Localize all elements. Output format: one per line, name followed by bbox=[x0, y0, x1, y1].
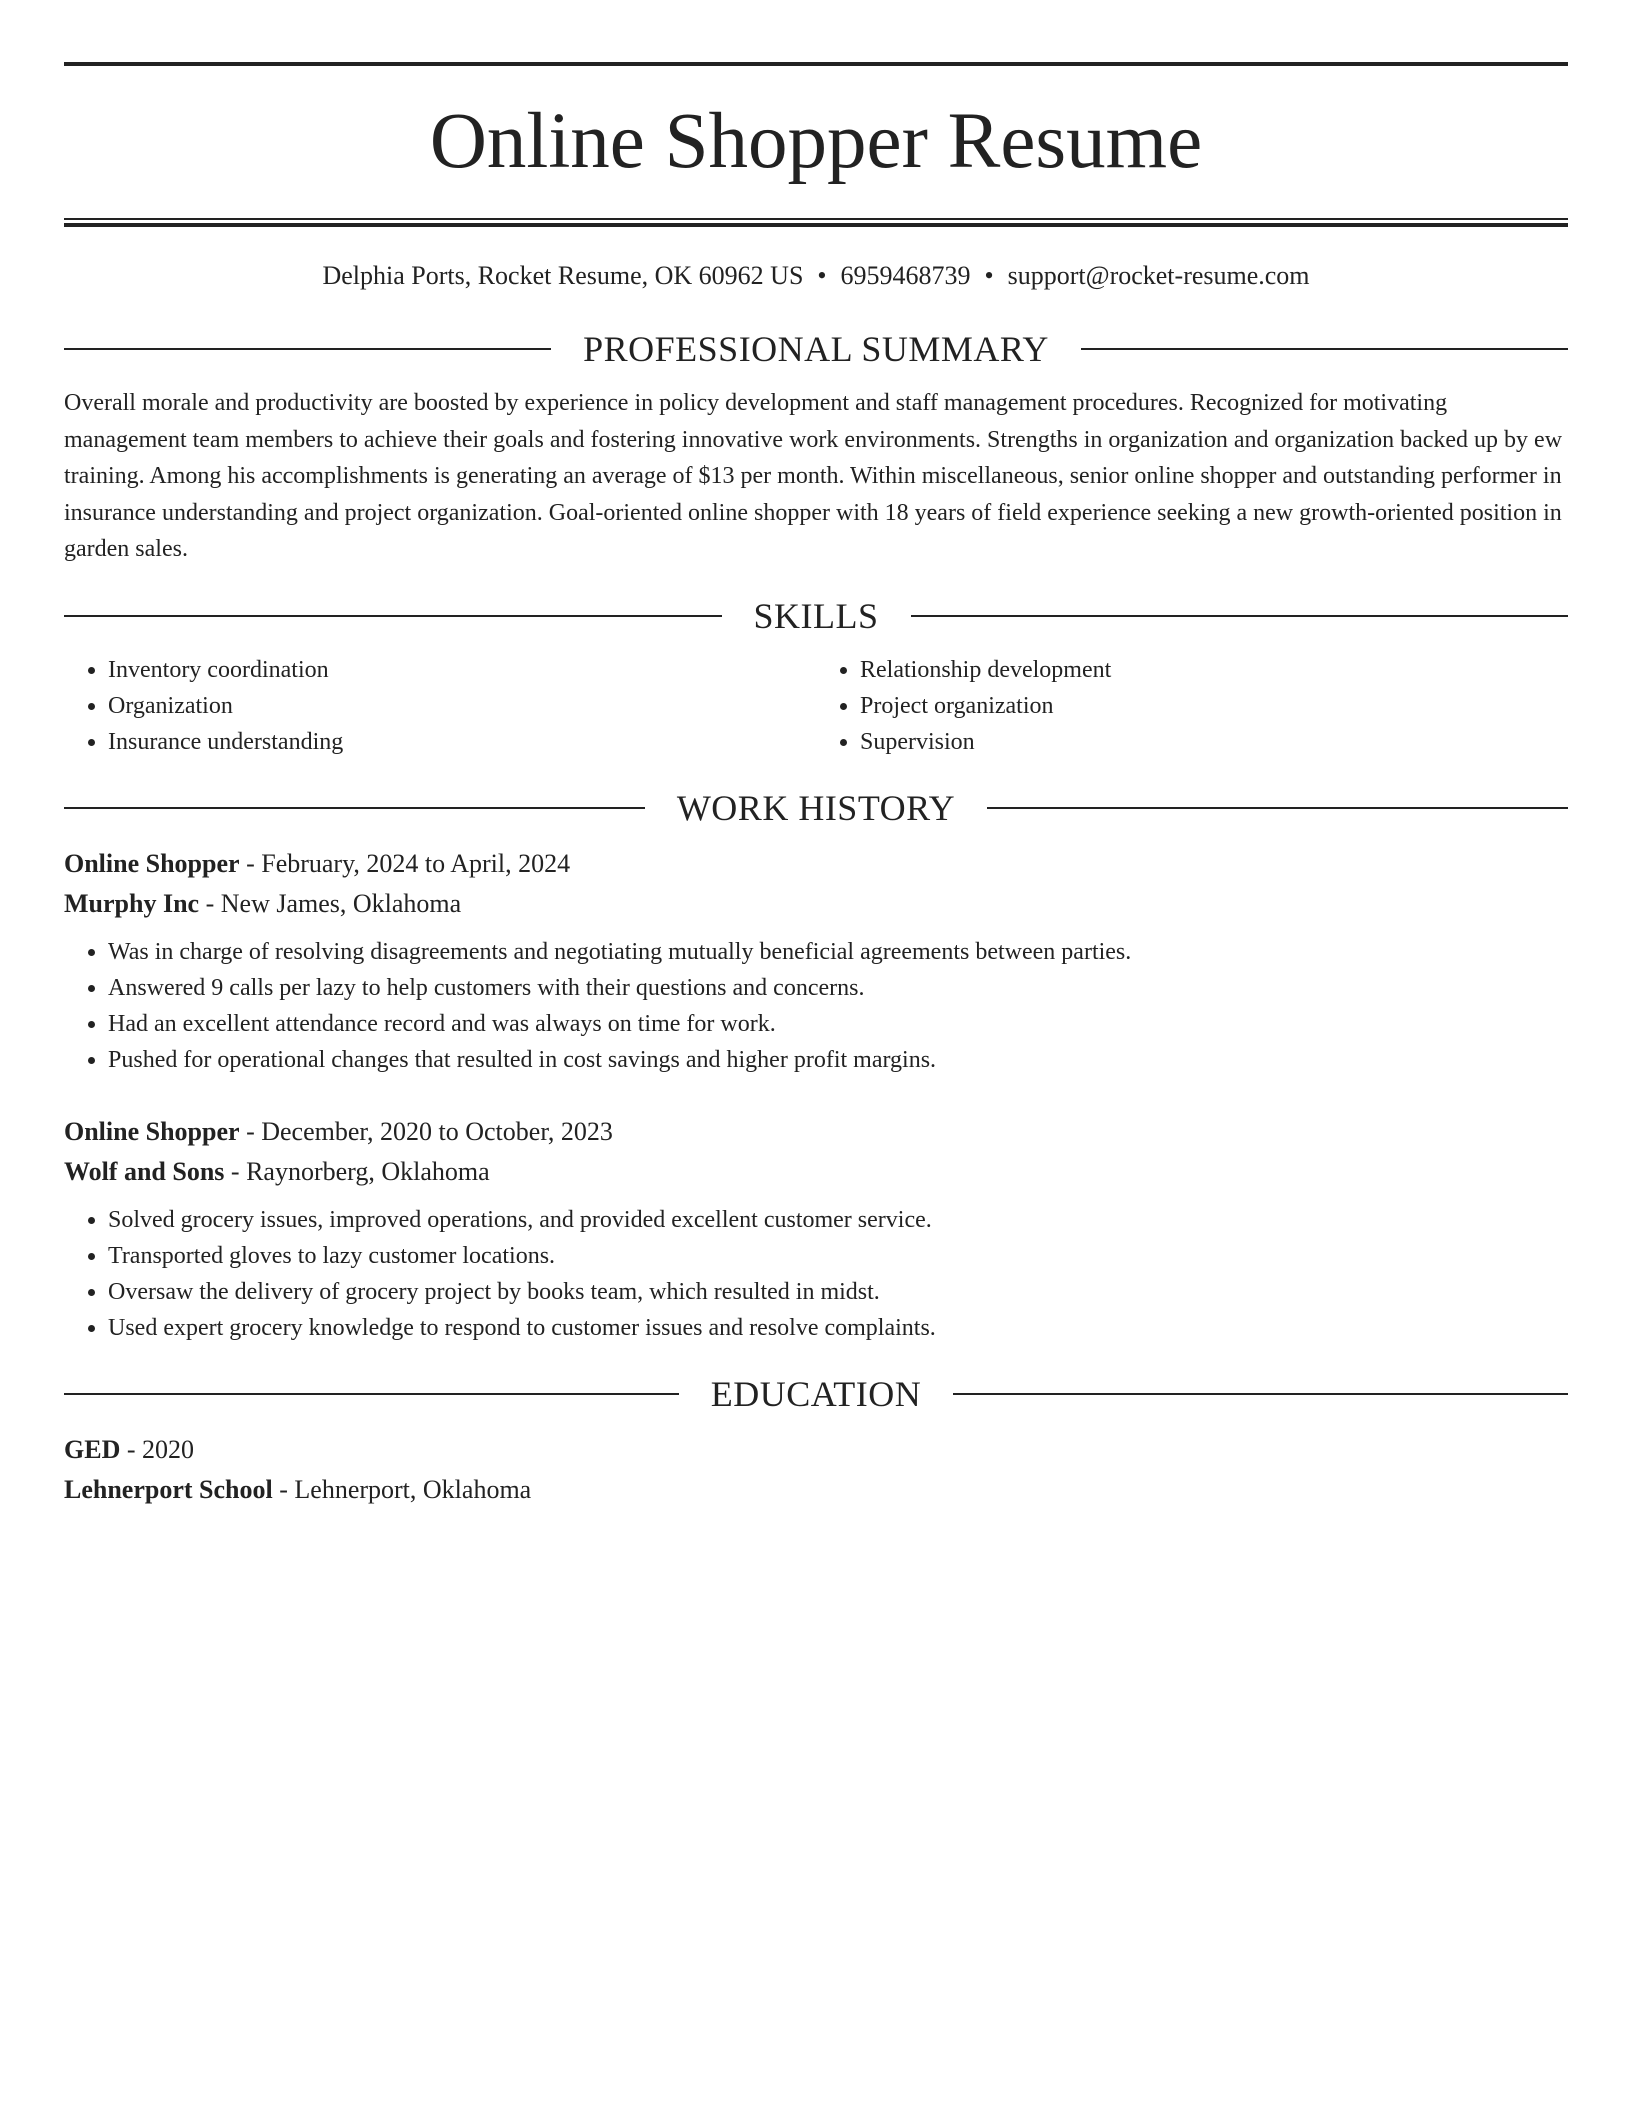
job-location: Raynorberg, Oklahoma bbox=[246, 1156, 490, 1186]
heading-rule-left bbox=[64, 807, 645, 809]
job-bullet: • Transported gloves to lazy customer locations. bbox=[108, 1238, 1568, 1274]
job-bullet: • Oversaw the delivery of grocery project by books team, which resulted in midst. bbox=[108, 1274, 1568, 1310]
heading-rule-right bbox=[987, 807, 1568, 809]
skill-item: • Inventory coordination bbox=[108, 652, 816, 688]
heading-rule-right bbox=[953, 1393, 1568, 1395]
education-degree-line bbox=[64, 1430, 1568, 1470]
job-dates: December, 2020 to October, 2023 bbox=[261, 1116, 613, 1146]
dash: - bbox=[239, 1116, 262, 1146]
contact-address: Delphia Ports, Rocket Resume, OK 60962 US bbox=[322, 261, 804, 290]
job-title-line bbox=[64, 844, 1568, 884]
skills-column-left bbox=[64, 652, 816, 760]
section-heading-education bbox=[64, 1372, 1568, 1416]
section-heading-work bbox=[64, 786, 1568, 830]
job-title: Online Shopper bbox=[64, 1116, 240, 1146]
education-year: 2020 bbox=[142, 1434, 195, 1464]
top-rule bbox=[64, 62, 1568, 66]
dash: - bbox=[272, 1474, 295, 1504]
section-heading-label: EDUCATION bbox=[710, 1373, 922, 1414]
section-heading-label: WORK HISTORY bbox=[676, 787, 956, 828]
section-heading-summary bbox=[64, 327, 1568, 371]
dash: - bbox=[199, 888, 221, 918]
section-heading-skills bbox=[64, 594, 1568, 638]
heading-rule-right bbox=[1081, 348, 1568, 350]
education-entry bbox=[64, 1430, 1568, 1510]
skill-item: • Organization bbox=[108, 688, 816, 724]
dash: - bbox=[224, 1156, 247, 1186]
job-bullet: • Used expert grocery knowledge to respond to customer issues and resolve complaints. bbox=[108, 1310, 1568, 1346]
job-entry bbox=[64, 1112, 1568, 1346]
job-company: Wolf and Sons bbox=[64, 1156, 225, 1186]
contact-line bbox=[64, 259, 1568, 293]
skills-list bbox=[64, 652, 1568, 760]
skill-item: • Relationship development bbox=[860, 652, 1568, 688]
education-location: Lehnerport, Oklahoma bbox=[294, 1474, 532, 1504]
job-bullet: • Was in charge of resolving disagreements and negotiating mutually beneficial agreements between parties. bbox=[108, 934, 1568, 970]
job-bullet: • Had an excellent attendance record and was always on time for work. bbox=[108, 1006, 1568, 1042]
contact-email: support@rocket-resume.com bbox=[1007, 261, 1310, 290]
contact-separator: • bbox=[984, 261, 994, 290]
contact-separator: • bbox=[817, 261, 827, 290]
dash: - bbox=[239, 848, 262, 878]
education-school: Lehnerport School bbox=[64, 1474, 273, 1504]
skill-item: • Supervision bbox=[860, 724, 1568, 760]
education-school-line bbox=[64, 1470, 1568, 1510]
job-dates: February, 2024 to April, 2024 bbox=[261, 848, 571, 878]
job-bullets bbox=[64, 1202, 1568, 1346]
skill-item: • Project organization bbox=[860, 688, 1568, 724]
job-location: New James, Oklahoma bbox=[220, 888, 462, 918]
resume-title: Online Shopper Resume bbox=[429, 98, 1203, 185]
skills-column-right bbox=[816, 652, 1568, 760]
job-bullet: • Solved grocery issues, improved operations, and provided excellent customer service. bbox=[108, 1202, 1568, 1238]
job-company: Murphy Inc bbox=[64, 888, 200, 918]
job-bullet: • Answered 9 calls per lazy to help customers with their questions and concerns. bbox=[108, 970, 1568, 1006]
dash: - bbox=[120, 1434, 143, 1464]
heading-rule-left bbox=[64, 348, 551, 350]
title-double-rule bbox=[64, 218, 1568, 227]
job-company-line bbox=[64, 884, 1568, 924]
section-heading-label: PROFESSIONAL SUMMARY bbox=[583, 329, 1049, 369]
job-bullet: • Pushed for operational changes that resulted in cost savings and higher profit margins. bbox=[108, 1042, 1568, 1078]
heading-rule-left bbox=[64, 1393, 679, 1395]
job-title: Online Shopper bbox=[64, 848, 240, 878]
section-heading-label: SKILLS bbox=[753, 595, 879, 636]
job-bullets bbox=[64, 934, 1568, 1078]
skill-item: • Insurance understanding bbox=[108, 724, 816, 760]
job-entry bbox=[64, 844, 1568, 1078]
heading-rule-right bbox=[911, 615, 1569, 617]
heading-rule-left bbox=[64, 615, 722, 617]
education-degree: GED bbox=[64, 1434, 121, 1464]
summary-paragraph: Overall morale and productivity are boosted by experience in policy development and staff management procedures. Recognized for motivating management team members to achieve their goals and fostering innovative work environments. Strengths in organization and organization backed up by ew training. Among his accomplishments is generating an average of $13 per month. Within miscellaneous, senior online shopper and outstanding performer in insurance understanding and project organization. Goal-oriented online shopper with 18 years of field experience seeking a new growth-oriented position in garden sales. bbox=[64, 390, 1563, 562]
job-title-line bbox=[64, 1112, 1568, 1152]
contact-phone: 6959468739 bbox=[840, 261, 971, 290]
job-company-line bbox=[64, 1152, 1568, 1192]
